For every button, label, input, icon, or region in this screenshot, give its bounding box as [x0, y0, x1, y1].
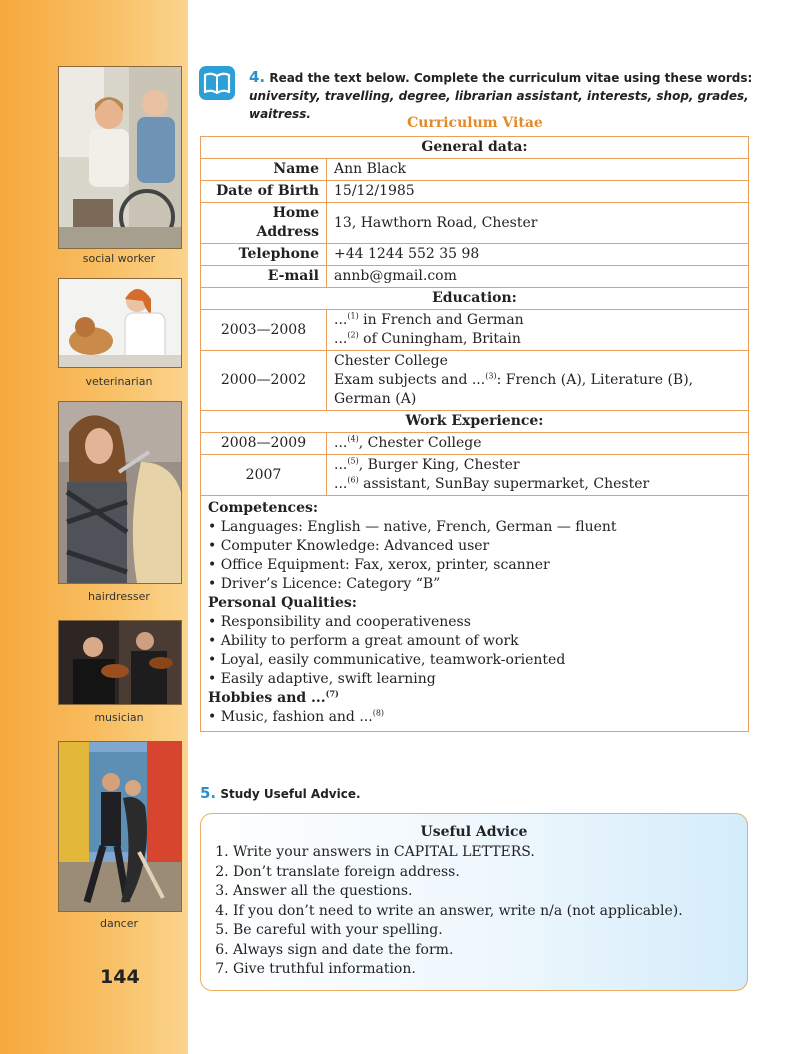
table-row — [201, 496, 749, 732]
quality-item: • Loyal, easily communicative, teamwork-oriented — [208, 652, 566, 668]
blank-number: (4) — [347, 434, 359, 444]
address-label: Home Address — [201, 203, 327, 244]
table-row — [201, 310, 749, 351]
photo-social-worker — [58, 66, 182, 249]
education-detail-2 — [327, 351, 749, 411]
education-text: : French (A), Literature (B), — [496, 372, 694, 388]
table-row — [201, 244, 749, 266]
blank-marker: ... — [334, 476, 348, 492]
competences-heading: Competences: — [208, 500, 319, 516]
photo-veterinarian — [58, 278, 182, 368]
task-5-instruction — [200, 784, 361, 802]
competence-item: • Languages: English — native, French, German — fluent — [208, 519, 617, 535]
hobbies-heading — [208, 689, 741, 708]
dob-label: Date of Birth — [201, 181, 327, 203]
photo-dancer — [58, 741, 182, 912]
telephone-label: Telephone — [201, 244, 327, 266]
table-row — [201, 455, 749, 496]
book-icon — [199, 66, 235, 100]
blank-marker: ... — [334, 331, 348, 347]
blank-number: (8) — [372, 708, 385, 718]
photo-musician — [58, 620, 182, 705]
useful-advice-title: Useful Advice — [420, 824, 528, 840]
table-row — [201, 203, 749, 244]
advice-list — [215, 843, 733, 980]
general-data-heading: General data: — [201, 137, 749, 159]
work-years-1: 2008—2009 — [201, 433, 327, 455]
quality-item: • Responsibility and cooperativeness — [208, 614, 471, 630]
education-text: Chester College — [334, 353, 448, 369]
education-text: of Cuningham, Britain — [358, 331, 521, 347]
caption-social-worker: social worker — [82, 252, 156, 265]
blank-marker: ... — [334, 457, 348, 473]
caption-dancer: dancer — [99, 917, 139, 930]
table-row — [201, 433, 749, 455]
work-text: assistant, SunBay supermarket, Chester — [358, 476, 650, 492]
education-text: Exam subjects and ... — [334, 372, 486, 388]
useful-advice-box — [200, 813, 748, 991]
blank-number: (6) — [347, 475, 359, 485]
task-4-word-list: university, travelling, degree, librarian assistant, interests, shop, grades, waitress. — [249, 89, 749, 121]
blank-number: (7) — [325, 688, 339, 699]
name-value: Ann Black — [327, 159, 749, 181]
advice-item: 1. Write your answers in CAPITAL LETTERS. — [233, 843, 733, 863]
table-row — [201, 411, 749, 433]
page-number: 144 — [100, 966, 140, 988]
cv-table — [200, 136, 749, 732]
cv-title: Curriculum Vitae — [407, 115, 543, 131]
competence-item: • Computer Knowledge: Advanced user — [208, 538, 490, 554]
competences-section — [201, 496, 749, 732]
advice-item: 3. Answer all the questions. — [233, 882, 733, 902]
blank-number: (5) — [347, 456, 359, 466]
blank-number: (3) — [485, 371, 497, 381]
education-text: in French and German — [358, 312, 524, 328]
education-text: German (A) — [334, 391, 417, 407]
table-row — [201, 288, 749, 310]
table-row — [201, 266, 749, 288]
caption-musician: musician — [94, 711, 144, 724]
work-experience-heading: Work Experience: — [201, 411, 749, 433]
advice-item: 7. Give truthful information. — [233, 960, 733, 980]
blank-marker: ... — [334, 435, 348, 451]
task-5-number: 5. — [200, 784, 217, 802]
advice-item: 2. Don’t translate foreign address. — [233, 863, 733, 883]
advice-item: 5. Be careful with your spelling. — [233, 921, 733, 941]
email-label: E-mail — [201, 266, 327, 288]
task-5-text: Study Useful Advice. — [220, 787, 361, 801]
dob-value: 15/12/1985 — [327, 181, 749, 203]
email-value: annb@gmail.com — [327, 266, 749, 288]
caption-veterinarian: veterinarian — [85, 375, 153, 388]
table-row — [201, 181, 749, 203]
address-value: 13, Hawthorn Road, Chester — [327, 203, 749, 244]
blank-number: (1) — [347, 311, 359, 321]
education-years-1: 2003—2008 — [201, 310, 327, 351]
hobbies-item — [208, 708, 741, 727]
blank-number: (2) — [347, 330, 359, 340]
task-4-text: Read the text below. Complete the curriculum vitae using these words: — [269, 71, 753, 85]
table-row — [201, 137, 749, 159]
task-4-number: 4. — [249, 68, 266, 86]
sidebar — [0, 0, 188, 1054]
telephone-value: +44 1244 552 35 98 — [327, 244, 749, 266]
caption-hairdresser: hairdresser — [88, 590, 150, 603]
advice-item: 4. If you don’t need to write an answer, write n/a (not applicable). — [233, 902, 733, 922]
work-years-2: 2007 — [201, 455, 327, 496]
quality-item: • Easily adaptive, swift learning — [208, 671, 436, 687]
work-text: , Chester College — [358, 435, 482, 451]
table-row — [201, 351, 749, 411]
hobbies-text: • Music, fashion and ... — [208, 709, 373, 725]
education-heading: Education: — [201, 288, 749, 310]
work-detail-1 — [327, 433, 749, 455]
hobbies-heading-text: Hobbies and ... — [208, 690, 326, 706]
work-detail-2 — [327, 455, 749, 496]
advice-item: 6. Always sign and date the form. — [233, 941, 733, 961]
quality-item: • Ability to perform a great amount of work — [208, 633, 519, 649]
competence-item: • Office Equipment: Fax, xerox, printer, scanner — [208, 557, 550, 573]
competence-item: • Driver’s Licence: Category “B” — [208, 576, 441, 592]
education-years-2: 2000—2002 — [201, 351, 327, 411]
blank-marker: ... — [334, 312, 348, 328]
education-detail-1 — [327, 310, 749, 351]
work-text: , Burger King, Chester — [358, 457, 520, 473]
personal-qualities-heading: Personal Qualities: — [208, 595, 357, 611]
photo-hairdresser — [58, 401, 182, 584]
name-label: Name — [201, 159, 327, 181]
table-row — [201, 159, 749, 181]
